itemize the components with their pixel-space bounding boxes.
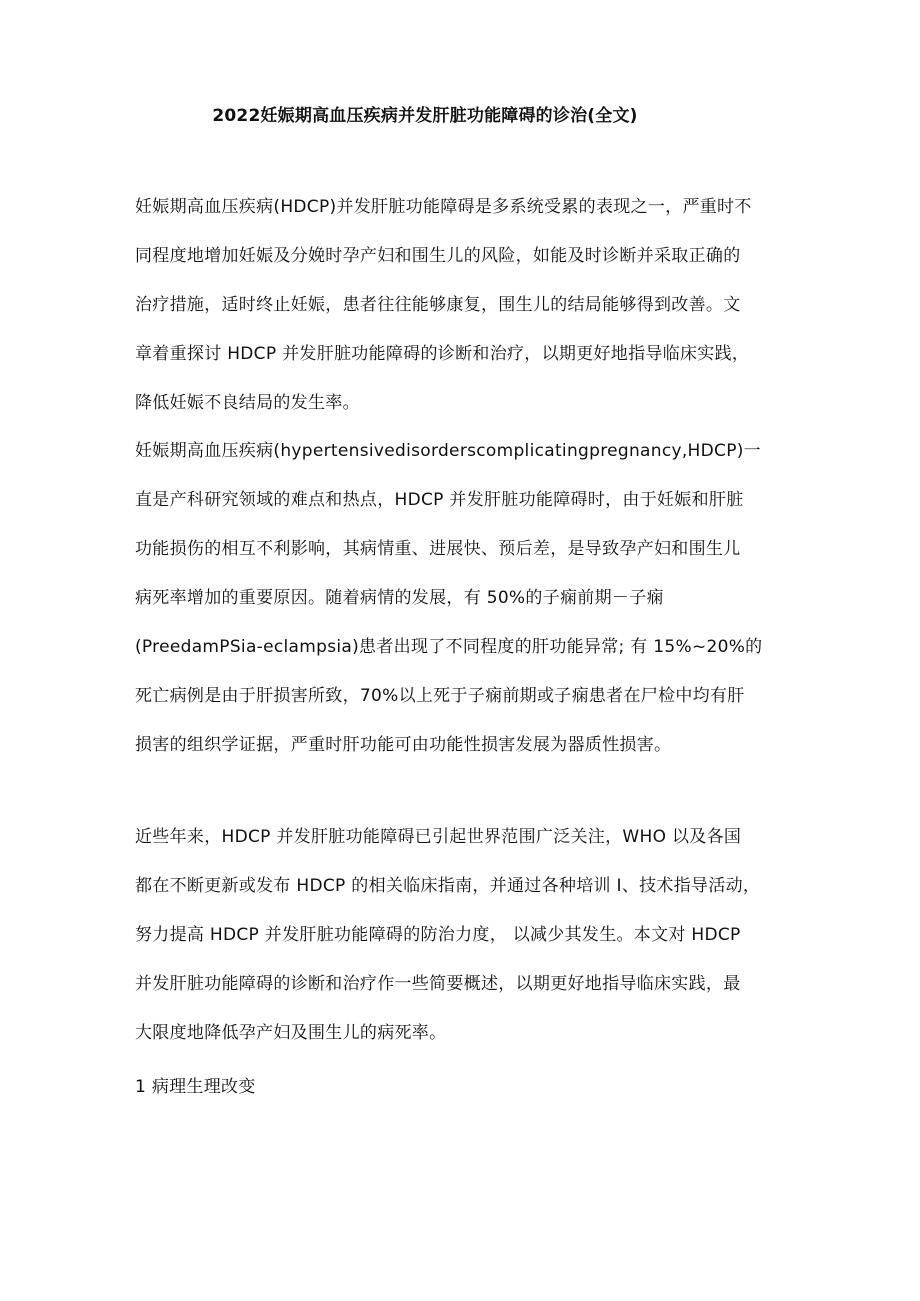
text-line: 降低妊娠不良结局的发生率。 xyxy=(135,393,360,413)
text-line: (PreedamPSia-eclampsia)患者出现了不同程度的肝功能异常; 有 15%~20%的 xyxy=(135,637,763,657)
section-heading: 1 病理生理改变 xyxy=(135,1077,256,1097)
text-line: 直是产科研究领域的难点和热点，HDCP 并发肝脏功能障碍时，由于妊娠和肝脏 xyxy=(135,490,744,510)
paragraph-intro xyxy=(135,190,795,435)
paragraph-background xyxy=(135,434,795,777)
text-line: 妊娠期高血压疾病(hypertensivedisorderscomplicatingpregnancy,HDCP)一 xyxy=(135,441,761,461)
text-line: 治疗措施，适时终止妊娠，患者往往能够康复，围生儿的结局能够得到改善。文 xyxy=(135,295,741,315)
document-title: 2022妊娠期高血压疾病并发肝脏功能障碍的诊治(全文) xyxy=(212,106,638,126)
text-line: 功能损伤的相互不利影响，其病情重、进展快、预后差，是导致孕产妇和围生儿 xyxy=(135,539,741,559)
text-line: 死亡病例是由于肝损害所致，70%以上死于子痫前期或子痫患者在尸检中均有肝 xyxy=(135,686,745,706)
text-line: 病死率增加的重要原因。随着病情的发展，有 50%的子痫前期－子痫 xyxy=(135,588,664,608)
text-line: 大限度地降低孕产妇及围生儿的病死率。 xyxy=(135,1023,447,1043)
text-line: 妊娠期高血压疾病(HDCP)并发肝脏功能障碍是多系统受累的表现之一，严重时不 xyxy=(135,197,752,217)
paragraph-recent xyxy=(135,820,795,1065)
text-line: 近些年来，HDCP 并发肝脏功能障碍已引起世界范围广泛关注，WHO 以及各国 xyxy=(135,827,742,847)
text-line: 努力提高 HDCP 并发肝脏功能障碍的防治力度， 以减少其发生。本文对 HDCP xyxy=(135,925,741,945)
text-line: 并发肝脏功能障碍的诊断和治疗作一些简要概述，以期更好地指导临床实践，最 xyxy=(135,974,741,994)
text-line: 章着重探讨 HDCP 并发肝脏功能障碍的诊断和治疗，以期更好地指导临床实践， xyxy=(135,344,750,364)
text-line: 都在不断更新或发布 HDCP 的相关临床指南，并通过各种培训 I、技术指导活动， xyxy=(135,876,761,896)
text-line: 损害的组织学证据，严重时肝功能可由功能性损害发展为器质性损害。 xyxy=(135,735,672,755)
text-line: 同程度地增加妊娠及分娩时孕产妇和围生儿的风险，如能及时诊断并采取正确的 xyxy=(135,246,741,266)
